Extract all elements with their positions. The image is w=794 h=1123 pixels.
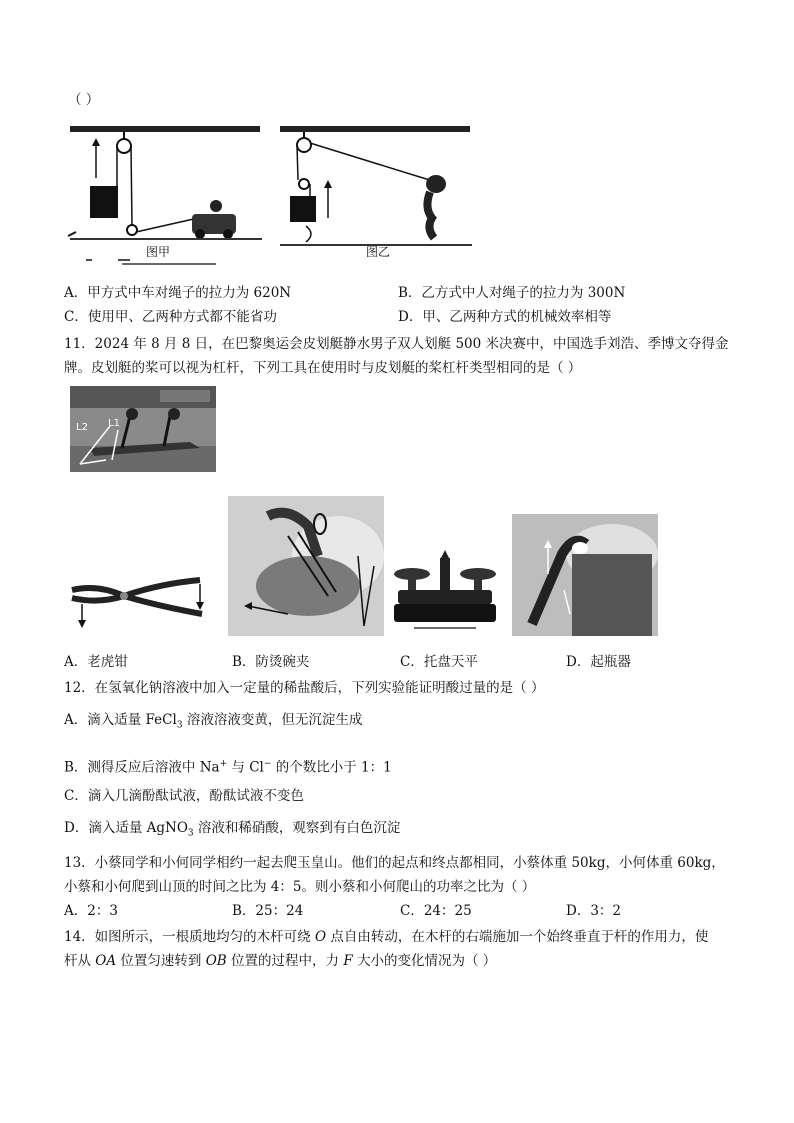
q14-stem-line1: 14．如图所示，一根质地均匀的木杆可绕 O 点自由转动，在木杆的右端施加一个始终垂直于杆的作用力，使 <box>64 929 709 945</box>
q11-option-a[interactable]: A．老虎钳 <box>64 654 128 670</box>
q12-option-b[interactable]: B．测得反应后溶液中 Na+ 与 Cl− 的个数比小于 1：1 <box>64 759 392 776</box>
q11-option-b[interactable]: B．防烫碗夹 <box>232 654 310 670</box>
q13-option-a[interactable]: A．2：3 <box>64 903 118 919</box>
photo-label-l1: L1 <box>108 418 120 429</box>
q13-option-c[interactable]: C．24：25 <box>400 903 472 919</box>
q10-option-a[interactable]: A．甲方式中车对绳子的拉力为 620N <box>64 285 292 301</box>
photo-label-l2: L2 <box>76 422 88 433</box>
q10-option-b[interactable]: B．乙方式中人对绳子的拉力为 300N <box>398 285 626 301</box>
q11-stem-line2: 牌。皮划艇的桨可以视为杠杆，下列工具在使用时与皮划艇的桨杠杆类型相同的是（ ） <box>64 360 582 376</box>
q12-option-c[interactable]: C．滴入几滴酚酞试液，酚酞试液不变色 <box>64 788 304 804</box>
q14-stem-line2: 杆从 OA 位置匀速转到 OB 位置的过程中，力 F 大小的变化情况为（ ） <box>64 953 497 969</box>
answer-paren: （ ） <box>68 92 100 108</box>
q12-option-a[interactable]: A．滴入适量 FeCl$_3$ 溶液溶液变黄，但无沉淀生成 <box>64 712 363 731</box>
q13-stem-line1: 13．小蔡同学和小何同学相约一起去爬玉皇山。他们的起点和终点都相同，小蔡体重 50kg，小何体重 60kg， <box>64 855 725 871</box>
figure-a-pulley-car <box>66 118 266 270</box>
q11-option-c[interactable]: C．托盘天平 <box>400 654 478 670</box>
q11-option-d[interactable]: D．起瓶器 <box>566 654 631 670</box>
figure-a-label: 图甲 <box>146 245 171 259</box>
q11-stem-line1: 11．2024 年 8 月 8 日，在巴黎奥运会皮划艇静水男子双人划艇 500 米决赛中，中国选手刘浩、季博文夺得金 <box>64 336 729 352</box>
q13-option-d[interactable]: D．3：2 <box>566 903 622 919</box>
q13-stem-line2: 小蔡和小何爬到山顶的时间之比为 4：5。则小蔡和小何爬山的功率之比为（ ） <box>64 879 536 895</box>
q10-option-c[interactable]: C．使用甲、乙两种方式都不能省功 <box>64 309 277 325</box>
bowl-clamp-image <box>228 496 384 636</box>
figure-b-label: 图乙 <box>366 245 391 259</box>
kayak-photo <box>70 386 216 472</box>
q12-option-d[interactable]: D．滴入适量 AgNO$_3$ 溶液和稀硝酸，观察到有白色沉淀 <box>64 820 401 839</box>
q12-stem: 12．在氢氧化钠溶液中加入一定量的稀盐酸后，下列实验能证明酸过量的是（ ） <box>64 680 545 696</box>
q10-option-d[interactable]: D．甲、乙两种方式的机械效率相等 <box>398 309 612 325</box>
balance-scale-image <box>384 500 506 636</box>
q13-option-b[interactable]: B．25：24 <box>232 903 304 919</box>
figure-b-pulley-person <box>276 118 476 270</box>
pliers-image <box>68 566 210 636</box>
bottle-opener-image <box>512 514 658 636</box>
